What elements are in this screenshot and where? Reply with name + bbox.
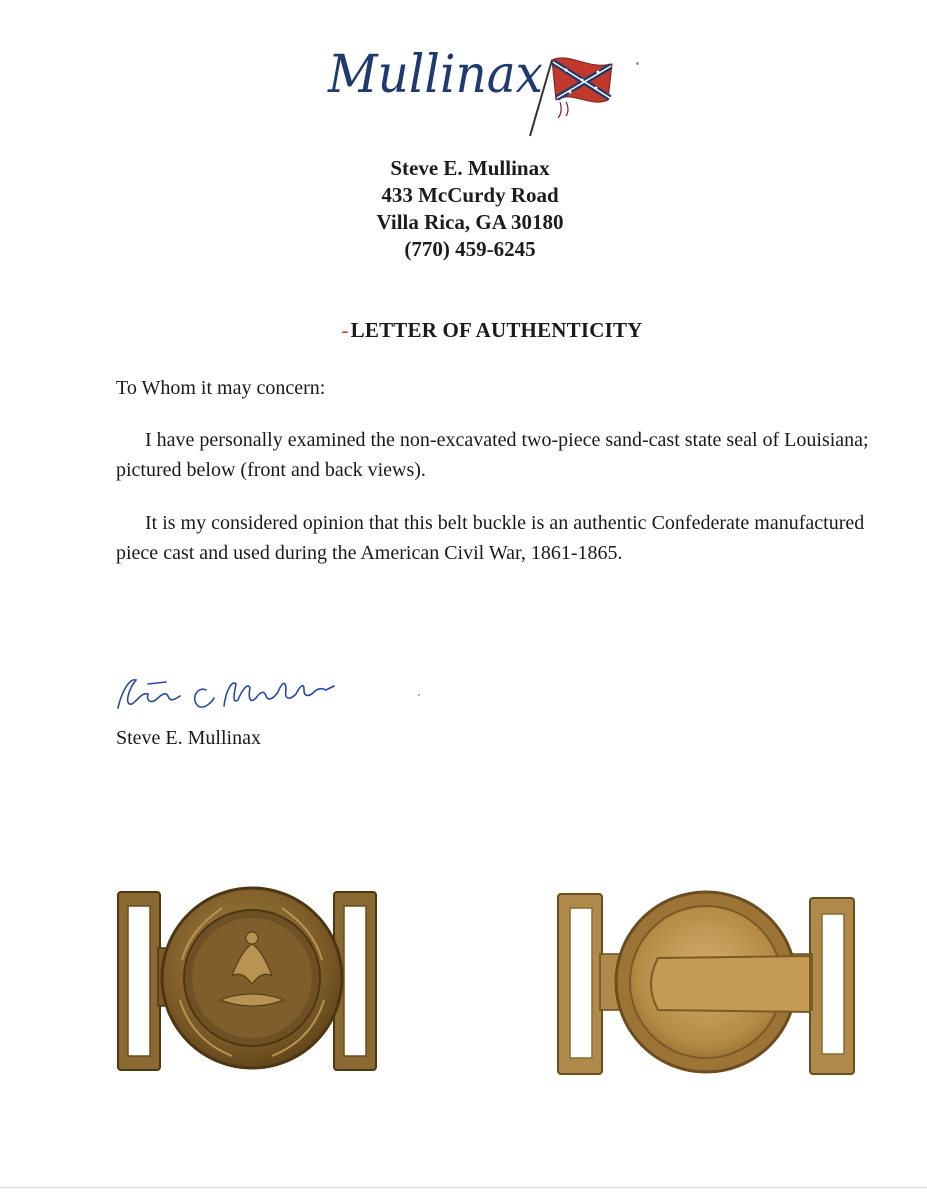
address-street: 433 McCurdy Road <box>381 183 559 207</box>
pen-mark: - <box>341 318 349 342</box>
belt-buckle-back-photo <box>548 880 858 1085</box>
mullinax-logo-svg <box>320 30 640 140</box>
address-block <box>0 155 927 263</box>
heading-text: LETTER OF AUTHENTICITY <box>350 318 643 342</box>
signature-svg <box>108 660 388 720</box>
paper-speck <box>636 62 639 65</box>
address-phone: (770) 459-6245 <box>404 237 536 261</box>
belt-buckle-front-photo <box>112 880 382 1085</box>
buckle-back-svg <box>548 880 858 1085</box>
letter-heading <box>0 318 927 343</box>
address-city: Villa Rica, GA 30180 <box>376 210 564 234</box>
mullinax-logo <box>320 30 640 140</box>
address-name: Steve E. Mullinax <box>390 156 550 180</box>
handwritten-signature <box>108 660 388 720</box>
paper-speck <box>418 694 420 696</box>
paragraph-opinion: It is my considered opinion that this belt buckle is an authentic Confederate manufactured piece cast and used during the American Civil War, 1861-1865. <box>116 512 865 564</box>
buckle-front-svg <box>112 880 382 1085</box>
paragraph-examination: I have personally examined the non-excavated two-piece sand-cast state seal of Louisiana; pictured below (front and back views). <box>116 429 869 481</box>
salutation: To Whom it may concern: <box>116 377 326 399</box>
logo-wordmark: Mullinax <box>327 45 543 105</box>
page-bottom-edge <box>0 1187 927 1188</box>
signer-printed-name: Steve E. Mullinax <box>116 727 261 749</box>
